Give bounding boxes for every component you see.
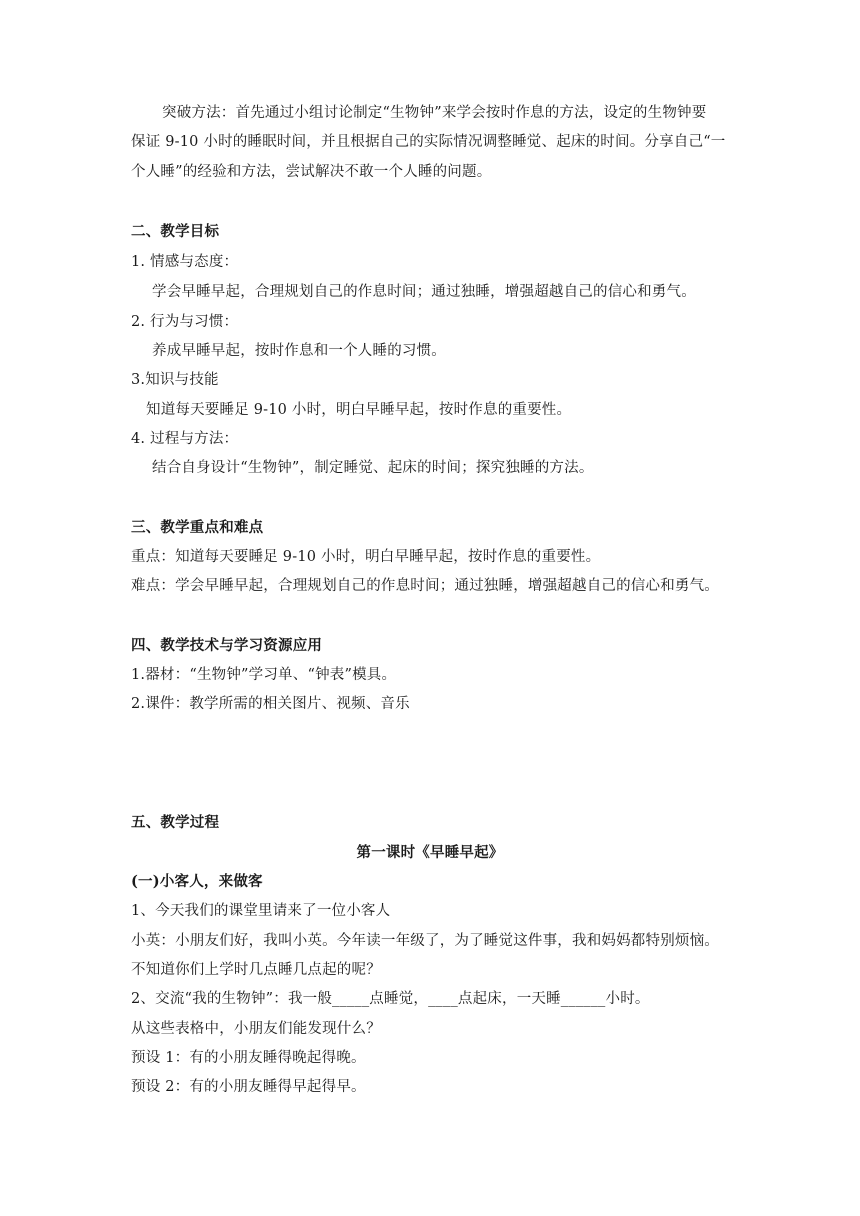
section-heading-process: 五、教学过程 xyxy=(131,814,220,831)
process-line-1: 1、今天我们的课堂里请来了一位小客人 xyxy=(131,903,391,919)
resource-item-2: 2.课件：教学所需的相关图片、视频、音乐 xyxy=(131,696,410,712)
process-line-7: 预设 2：有的小朋友睡得早起得早。 xyxy=(131,1079,366,1095)
goal-item-3-label: 3.知识与技能 xyxy=(131,372,219,388)
difficulty-text: 难点：学会早睡早起，合理规划自己的作息时间；通过独睡，增强超越自己的信心和勇气。 xyxy=(131,578,719,594)
process-line-4: 2、交流“我的生物钟”：我一般_____点睡觉，____点起床，一天睡______小时。 xyxy=(131,991,650,1007)
goal-item-2-label: 2. 行为与习惯： xyxy=(131,314,239,330)
section-heading-goals: 二、教学目标 xyxy=(131,223,220,240)
key-point-text: 重点：知道每天要睡足 9-10 小时，明白早睡早起，按时作息的重要性。 xyxy=(131,549,601,565)
goal-item-2-text: 养成早睡早起，按时作息和一个人睡的习惯。 xyxy=(152,343,446,359)
section-heading-keypoints: 三、教学重点和难点 xyxy=(131,519,264,536)
goal-item-1-label: 1. 情感与态度： xyxy=(131,254,239,270)
intro-line-1: 突破方法：首先通过小组讨论制定“生物钟”来学会按时作息的方法，设定的生物钟要 xyxy=(162,105,707,121)
section-heading-resources: 四、教学技术与学习资源应用 xyxy=(131,637,323,654)
process-line-5: 从这些表格中，小朋友们能发现什么？ xyxy=(131,1021,381,1037)
sub-heading: (一)小客人，来做客 xyxy=(131,873,263,890)
goal-item-1-text: 学会早睡早起，合理规划自己的作息时间；通过独睡，增强超越自己的信心和勇气。 xyxy=(152,284,696,300)
intro-line-2: 保证 9-10 小时的睡眠时间，并且根据自己的实际情况调整睡觉、起床的时间。分享自己“一 xyxy=(131,134,726,150)
process-line-3: 不知道你们上学时几点睡几点起的呢？ xyxy=(131,962,381,978)
resource-item-1: 1.器材：“生物钟”学习单、“钟表”模具。 xyxy=(131,667,397,683)
intro-line-3: 个人睡”的经验和方法，尝试解决不敢一个人睡的问题。 xyxy=(131,164,492,180)
goal-item-3-text: 知道每天要睡足 9-10 小时，明白早睡早起，按时作息的重要性。 xyxy=(146,402,572,418)
goal-item-4-label: 4. 过程与方法： xyxy=(131,431,239,447)
lesson-title: 第一课时《早睡早起》 xyxy=(356,844,504,861)
goal-item-4-text: 结合自身设计“生物钟”，制定睡觉、起床的时间；探究独睡的方法。 xyxy=(152,460,594,476)
process-line-2: 小英：小朋友们好，我叫小英。今年读一年级了，为了睡觉这件事，我和妈妈都特别烦恼。 xyxy=(131,933,719,949)
process-line-6: 预设 1：有的小朋友睡得晚起得晚。 xyxy=(131,1050,366,1066)
